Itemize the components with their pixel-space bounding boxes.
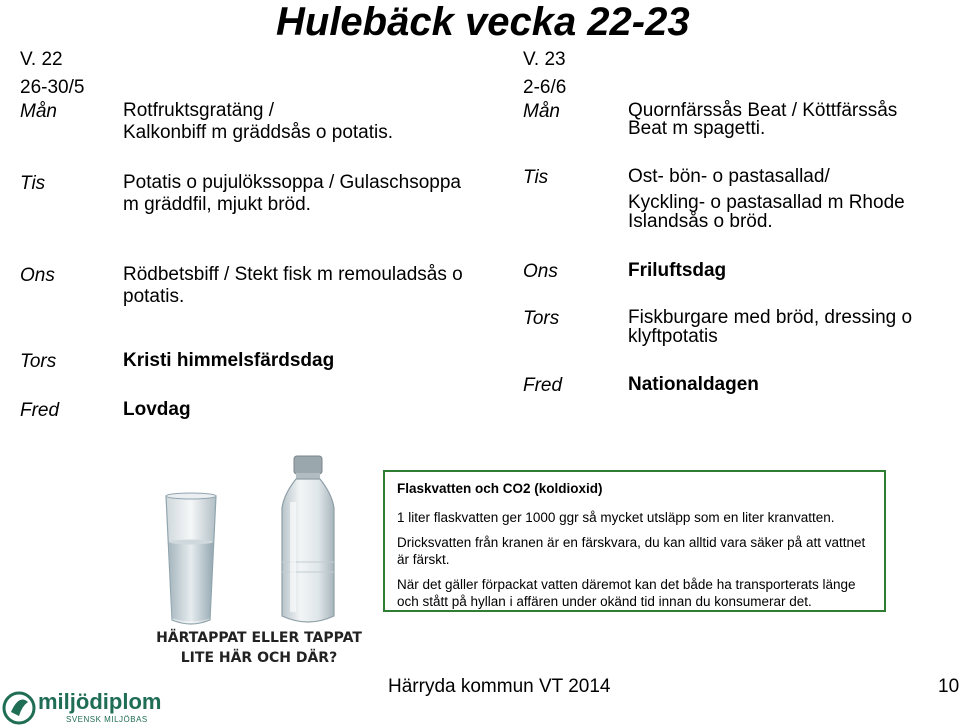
menu-item [123, 264, 463, 308]
menu-line: Potatis o pujulökssoppa / Gulaschsoppa [123, 172, 461, 193]
day-label: Mån [20, 101, 57, 122]
info-paragraph: När det gäller förpackat vatten däremot kan det både ha transporterats länge och stått på hyllan i affären under okänd tid innan du konsumerar det. [397, 577, 856, 609]
day-label: Tis [523, 167, 549, 188]
day-label: Ons [20, 265, 55, 286]
bottle-icon [282, 456, 334, 622]
page-title: Hulebäck vecka 22-23 [276, 0, 690, 44]
footer-text: Härryda kommun VT 2014 [388, 676, 611, 697]
menu-line: potatis. [123, 286, 185, 307]
day-label: Ons [523, 261, 558, 282]
week-label: V. 23 [523, 49, 566, 70]
week-label: V. 22 [20, 49, 63, 70]
menu-item [628, 166, 905, 233]
menu-line: Kyckling- o pastasallad m Rhode [628, 192, 905, 213]
menu-item: Friluftsdag [628, 260, 727, 281]
menu-line: klyftpotatis [628, 326, 718, 347]
day-label: Tis [20, 173, 46, 194]
menu-item: Kristi himmelsfärdsdag [123, 350, 335, 371]
menu-line: Rödbetsbiff / Stekt fisk m remouladsås o [123, 264, 463, 285]
water-glass-bottle-image [150, 452, 368, 630]
menu-line: Quornfärssås Beat / Köttfärssås [628, 100, 898, 121]
caption-line: HÄRTAPPAT ELLER TAPPAT [156, 630, 362, 646]
menu-line: Fiskburgare med bröd, dressing o [628, 307, 913, 328]
menu-line: Rotfruktsgratäng / [123, 100, 275, 121]
week-dates: 2-6/6 [523, 77, 567, 98]
info-box [383, 470, 886, 612]
caption-line: LITE HÄR OCH DÄR? [180, 650, 338, 666]
miljodiplom-logo-icon [2, 688, 36, 726]
menu-item: Lovdag [123, 399, 191, 420]
day-label: Mån [523, 101, 560, 122]
image-caption [150, 628, 368, 672]
day-label: Fred [20, 400, 60, 421]
menu-line: m gräddfil, mjukt bröd. [123, 194, 311, 215]
menu-line: Islandsås o bröd. [628, 211, 773, 232]
page-number: 10 [938, 676, 960, 697]
menu-line: Kalkonbiff m gräddsås o potatis. [123, 122, 394, 143]
menu-line: Ost- bön- o pastasallad/ [628, 166, 830, 187]
day-label: Tors [523, 308, 560, 329]
menu-item: Nationaldagen [628, 374, 759, 395]
info-paragraph: Dricksvatten från kranen är en färskvara, du kan alltid vara säker på att vattnet är färskt. [397, 535, 866, 567]
logo-name: miljödiplom [38, 689, 162, 714]
day-label: Tors [20, 351, 57, 372]
info-title: Flaskvatten och CO2 (koldioxid) [397, 481, 603, 496]
menu-item [628, 100, 897, 140]
logo-subtitle: SVENSK MILJÖBAS [66, 715, 148, 724]
info-paragraph: 1 liter flaskvatten ger 1000 ggr så mycket utsläpp som en liter kranvatten. [397, 510, 835, 525]
glass-icon [166, 493, 216, 624]
week-dates: 26-30/5 [20, 77, 85, 98]
menu-item [123, 172, 461, 216]
day-label: Fred [523, 375, 563, 396]
menu-item [628, 307, 912, 348]
menu-item [123, 100, 393, 144]
menu-line: Beat m spagetti. [628, 118, 766, 139]
